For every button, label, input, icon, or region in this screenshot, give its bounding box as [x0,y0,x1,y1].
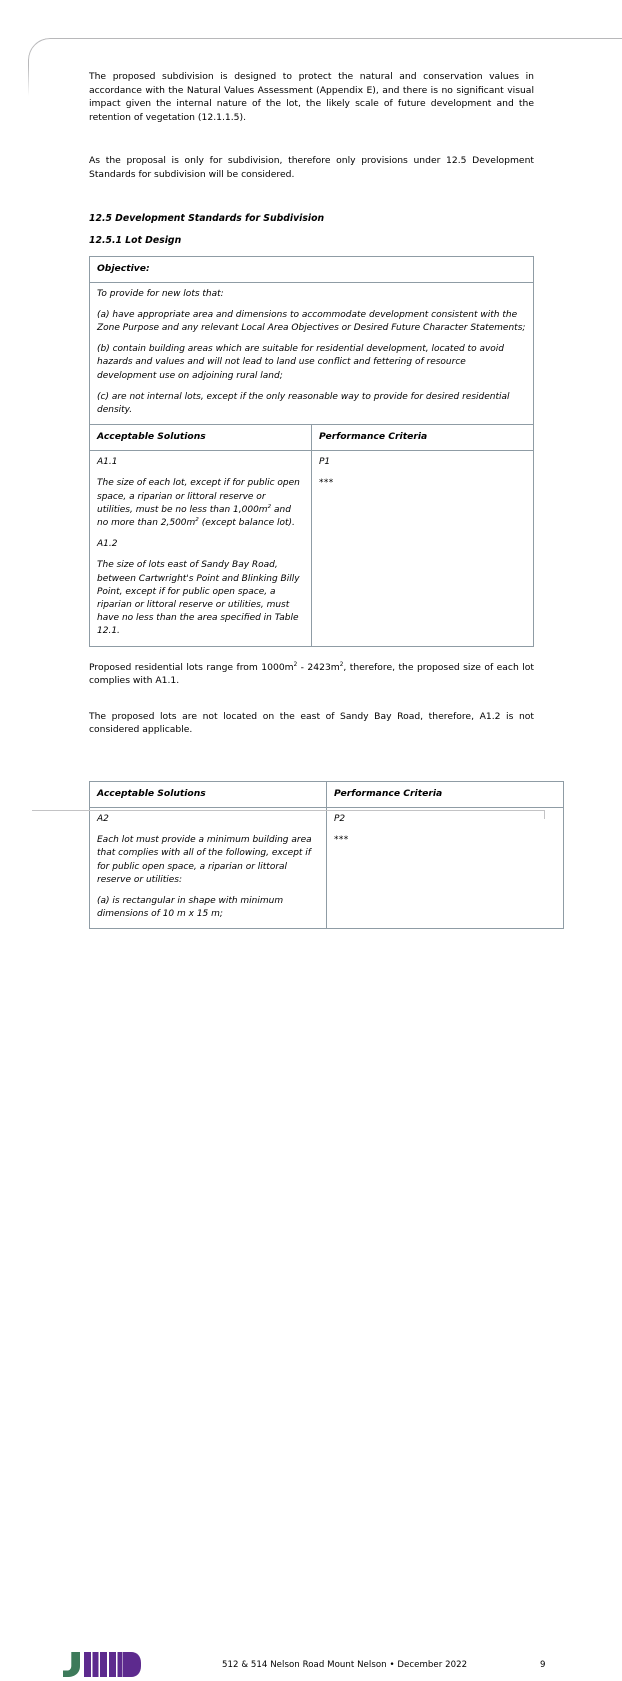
jmg-logo-svg [63,1652,141,1677]
a12-label: A1.2 [97,539,118,550]
jmg-logo [63,1652,141,1677]
table-two-header-acceptable-solutions: Acceptable Solutions [90,782,327,808]
analysis-paragraph-2: The proposed lots are not located on the east of Sandy Bay Road, therefore, A1.2 is not considered applicable. [89,710,534,736]
table-row [90,451,534,646]
objective-item-b: (b) contain building areas which are suitable for residential development, located to avoid hazards and values and will not lead to land use conflict and fettering of resource development use on adjoining rural land; [97,344,505,381]
table-row [90,256,534,282]
intro-paragraph-2: As the proposal is only for subdivision, therefore only provisions under 12.5 Development Standards for subdivision will be considered. [89,155,534,180]
objective-table [89,256,534,647]
a11-superscript-1: 2 [267,503,272,510]
a2-label: A2 [97,814,109,824]
a12-text: The size of lots east of Sandy Bay Road, between Cartwright's Point and Blinking Billy Point, except if for public open space, a riparian or littoral reserve or utilities, must have no less than the area specified in Table 12.1. [97,560,300,637]
section-heading-12-5: 12.5 Development Standards for Subdivision [89,212,325,224]
p2-label: P2 [334,814,346,824]
table-row [90,782,564,808]
table-two-top-spacer [89,750,534,767]
a11-label: A1.1 [97,457,118,468]
footer-project-text: 512 & 514 Nelson Road Mount Nelson • December 2022 [222,1660,468,1670]
jmg-logo-letter-m-stroke-1 [84,1652,91,1677]
objective-body-cell [90,282,534,425]
table-one-header-acceptable-solutions: Acceptable Solutions [90,425,312,451]
a11-text-pre: The size of each lot, except if for public open space, a riparian or littoral reserve or utilities, must be no less than 1,000m [97,478,300,515]
table-one-performance-criteria-cell [312,451,534,646]
a11-text-post: (except balance lot). [198,518,295,528]
analysis-1-post: , therefore, the proposed size of each lot complies with A1.1. [89,661,534,687]
table-row [90,425,534,451]
table-one-acceptable-solutions-cell [90,451,312,646]
heading-spacer [89,195,534,212]
footer-divider-rule [32,810,545,811]
objective-item-c: (c) are not internal lots, except if the only reasonable way to provide for desired residential density. [97,391,510,415]
jmg-logo-letter-n-stroke-1 [109,1652,116,1677]
a2-text: Each lot must provide a minimum building area that complies with all of the following, except if for public open space, a riparian or littoral reserve or utilities: [97,835,312,885]
section-subheading-12-5-1: 12.5.1 Lot Design [89,234,182,246]
jmg-logo-letter-j [63,1652,80,1677]
p2-text: *** [334,835,349,846]
a11-text-mid: and no more than 2,500m [97,504,291,528]
a11-text [97,477,304,530]
analysis-spacer [89,701,534,710]
p1-label: P1 [319,457,331,468]
jmg-logo-letter-n-stroke-2 [118,1652,123,1677]
jmg-logo-letter-m-stroke-2 [93,1652,99,1677]
table-one-bottom-spacer [89,647,534,661]
objective-intro: To provide for new lots that: [97,288,224,299]
objective-item-a: (a) have appropriate area and dimensions to accommodate development consistent with the Zone Purpose and any relevant Local Area Objectives or Desired Future Character Statements; [97,309,526,333]
page-content [89,70,534,929]
analysis-1-superscript-2: 2 [339,661,344,668]
analysis-1-superscript-1: 2 [293,661,298,668]
footer-page-number: 9 [540,1660,546,1670]
jmg-logo-letter-g [123,1652,141,1677]
paragraph-spacer [89,137,534,154]
table-two-header-performance-criteria: Performance Criteria [327,782,564,808]
objective-header-cell: Objective: [90,256,534,282]
p1-text: *** [319,478,334,489]
analysis-1-pre: Proposed residential lots range from 1000m [89,661,294,673]
a11-superscript-2: 2 [195,517,199,523]
analysis-paragraph-1 [89,661,534,688]
table-one-header-performance-criteria: Performance Criteria [312,425,534,451]
intro-paragraph-1: The proposed subdivision is designed to protect the natural and conservation values in accordance with the Natural Values Assessment (Appendix E), and there is no significant visual impact given the internal nature of the lot, the likely scale of future development and the retention of vegetation (12.1.1.5). [89,71,534,123]
table-two-top-spacer-2 [89,767,534,781]
analysis-1-mid: - 2423m [297,661,340,673]
jmg-logo-letter-m-stroke-3 [100,1652,107,1677]
table-row [90,282,534,425]
a2-item-a: (a) is rectangular in shape with minimum dimensions of 10 m x 15 m; [97,896,284,920]
